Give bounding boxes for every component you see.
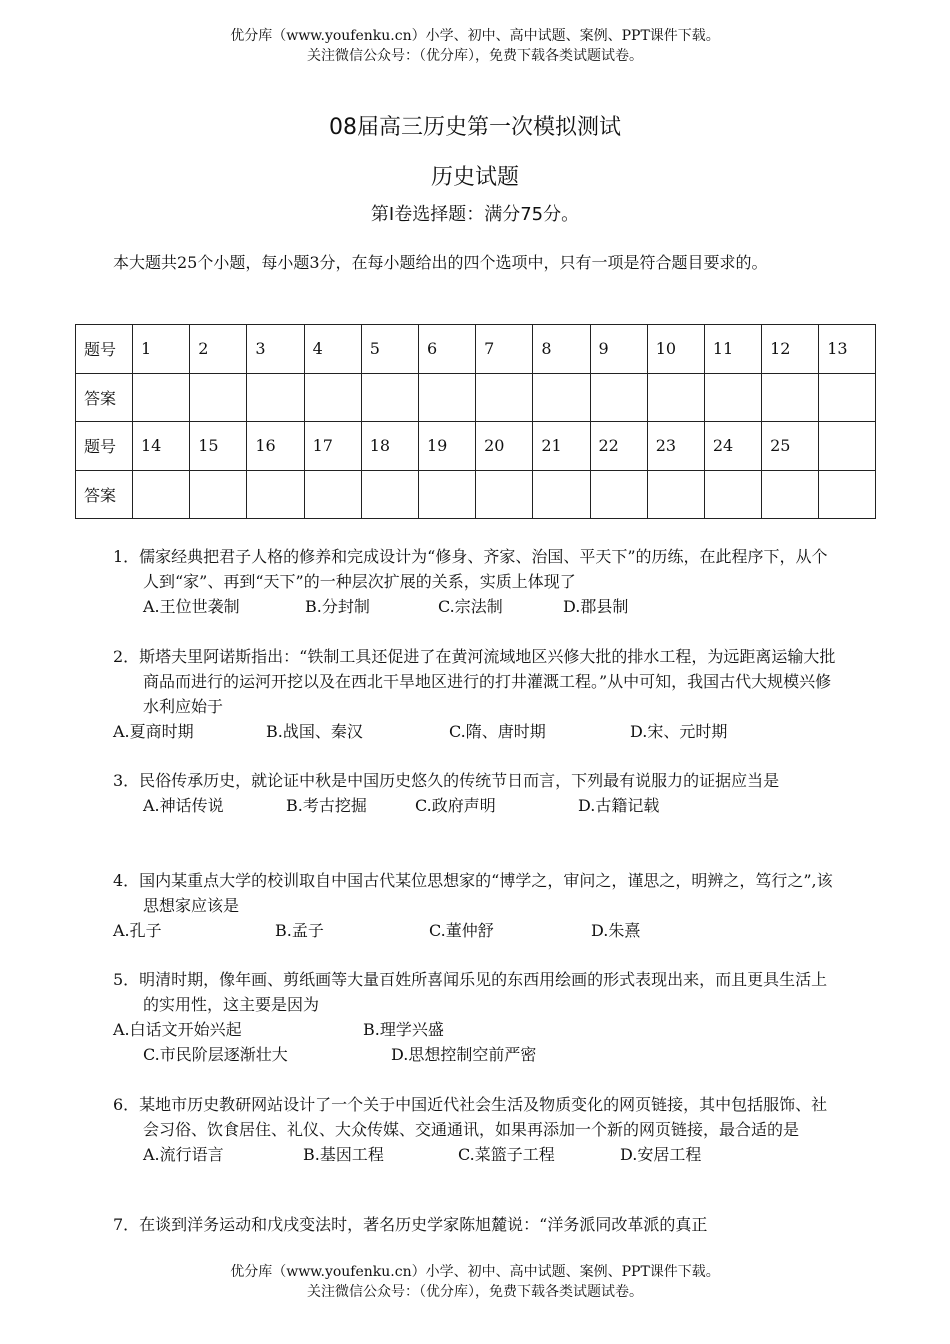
option-c: C.政府声明 [415,796,496,815]
instructions: 本大题共25个小题，每小题3分，在每小题给出的四个选项中，只有一项是符合题目要求的。 [113,253,768,272]
row-label-cell: 答案 [76,470,133,519]
option-a: A.流行语言 [143,1145,224,1164]
question-stem: 6．某地市历史教研网站设计了一个关于中国近代社会生活及物质变化的网页链接，其中包括服饰、社会习俗、饮食居住、礼仪、大众传媒、交通通讯，如果再添加一个新的网页链接，最合适的是 [113,1095,828,1139]
table-cell: 16 [247,422,304,471]
question-stem: 3．民俗传承历史，就论证中秋是中国历史悠久的传统节日而言，下列最有说服力的证据应当是 [113,771,780,790]
table-cell: 25 [762,422,819,471]
table-cell: 8 [533,325,590,374]
table-cell: 11 [704,325,761,374]
table-cell [418,470,475,519]
table-cell [819,373,876,422]
table-cell [819,422,876,471]
question-stem: 2．斯塔夫里阿诺斯指出：“铁制工具还促进了在黄河流域地区兴修大批的排水工程，为远距离运输大批商品而进行的运河开挖以及在西北干旱地区进行的打井灌溉工程。”从中可知，我国古代大规模兴修水利应始于 [113,647,836,716]
question-4 [113,868,843,943]
table-cell: 7 [476,325,533,374]
option-b: B.孟子 [275,921,324,940]
question-6 [113,1092,843,1167]
table-cell [304,470,361,519]
option-a: A.夏商时期 [113,722,194,741]
option-row [113,1142,843,1167]
header-line-1: 优分库（www.youfenku.cn）小学、初中、高中试题、案例、PPT课件下载。 [230,28,720,44]
table-cell [361,470,418,519]
option-b: B.分封制 [305,597,370,616]
table-cell: 5 [361,325,418,374]
table-cell: 10 [647,325,704,374]
exam-subtitle: 历史试题 [430,165,519,190]
footer-line-1: 优分库（www.youfenku.cn）小学、初中、高中试题、案例、PPT课件下载。 [230,1264,720,1280]
option-c: C.董仲舒 [429,921,494,940]
table-cell [590,373,647,422]
table-cell: 1 [133,325,190,374]
table-cell [533,470,590,519]
question-1 [113,544,843,619]
option-d: D.思想控制空前严密 [391,1045,537,1064]
table-cell [647,470,704,519]
option-b: B.考古挖掘 [286,796,367,815]
table-cell: 14 [133,422,190,471]
footer-line-2: 关注微信公众号：（优分库），免费下载各类试题试卷。 [307,1284,643,1300]
option-d: D.朱熹 [591,921,641,940]
row-label-cell: 题号 [76,422,133,471]
table-cell [133,470,190,519]
option-a: A.王位世袭制 [143,597,240,616]
table-cell [476,373,533,422]
table-cell: 18 [361,422,418,471]
option-d: D.宋、元时期 [630,722,728,741]
table-cell [704,373,761,422]
option-c: C.宗法制 [438,597,503,616]
table-cell [361,373,418,422]
option-row [113,1042,843,1067]
option-row [113,1017,843,1042]
option-row [113,918,843,943]
section-title: 第Ⅰ卷选择题：满分75分。 [370,204,580,225]
answer-table-row [76,422,876,471]
table-cell: 17 [304,422,361,471]
header-line-2: 关注微信公众号：（优分库），免费下载各类试题试卷。 [307,48,643,64]
option-b: B.基因工程 [303,1145,384,1164]
table-cell: 23 [647,422,704,471]
page-header [0,26,950,66]
answer-table-row [76,470,876,519]
table-cell [418,373,475,422]
question-3 [113,768,843,818]
table-cell: 4 [304,325,361,374]
table-cell: 19 [418,422,475,471]
answer-table-row [76,373,876,422]
option-a: A.神话传说 [143,796,224,815]
question-stem: 1．儒家经典把君子人格的修养和完成设计为“修身、齐家、治国、平天下”的历练，在此程序下，从个人到“家”、再到“天下”的一种层次扩展的关系，实质上体现了 [113,547,828,591]
question-stem: 7．在谈到洋务运动和戊戌变法时，著名历史学家陈旭麓说：“洋务派同改革派的真正 [113,1215,708,1234]
option-b: B.理学兴盛 [363,1020,444,1039]
option-row [113,719,843,744]
table-cell [304,373,361,422]
table-cell [819,470,876,519]
table-cell [247,373,304,422]
table-cell: 6 [418,325,475,374]
table-cell: 15 [190,422,247,471]
question-stem: 4．国内某重点大学的校训取自中国古代某位思想家的“博学之，审问之，谨思之，明辨之，笃行之”,该思想家应该是 [113,871,833,915]
option-c: C.隋、唐时期 [449,722,546,741]
table-cell: 20 [476,422,533,471]
table-cell: 24 [704,422,761,471]
table-cell [190,470,247,519]
row-label-cell: 答案 [76,373,133,422]
table-cell: 13 [819,325,876,374]
answer-table [75,324,876,519]
exam-title: 08届高三历史第一次模拟测试 [329,115,621,140]
option-d: D.古籍记载 [578,796,660,815]
table-cell [190,373,247,422]
option-a: A.孔子 [113,921,162,940]
question-stem: 5．明清时期，像年画、剪纸画等大量百姓所喜闻乐见的东西用绘画的形式表现出来，而且更具生活上的实用性，这主要是因为 [113,970,828,1014]
table-cell [762,373,819,422]
table-cell [533,373,590,422]
question-2 [113,644,843,744]
table-cell [590,470,647,519]
table-cell: 12 [762,325,819,374]
table-cell [133,373,190,422]
table-cell [476,470,533,519]
option-d: D.安居工程 [620,1145,702,1164]
table-cell [247,470,304,519]
option-a: A.白话文开始兴起 [113,1020,242,1039]
table-cell: 21 [533,422,590,471]
table-cell [647,373,704,422]
table-cell: 3 [247,325,304,374]
answer-table-row [76,325,876,374]
option-d: D.郡县制 [563,597,629,616]
option-row [113,594,843,619]
option-c: C.市民阶层逐渐壮大 [143,1045,288,1064]
table-cell [704,470,761,519]
question-5 [113,967,843,1067]
row-label-cell: 题号 [76,325,133,374]
option-b: B.战国、秦汉 [266,722,363,741]
option-c: C.菜篮子工程 [458,1145,555,1164]
page-footer [0,1262,950,1302]
table-cell [762,470,819,519]
table-cell: 2 [190,325,247,374]
question-7 [113,1212,843,1237]
table-cell: 22 [590,422,647,471]
option-row [113,793,843,818]
table-cell: 9 [590,325,647,374]
